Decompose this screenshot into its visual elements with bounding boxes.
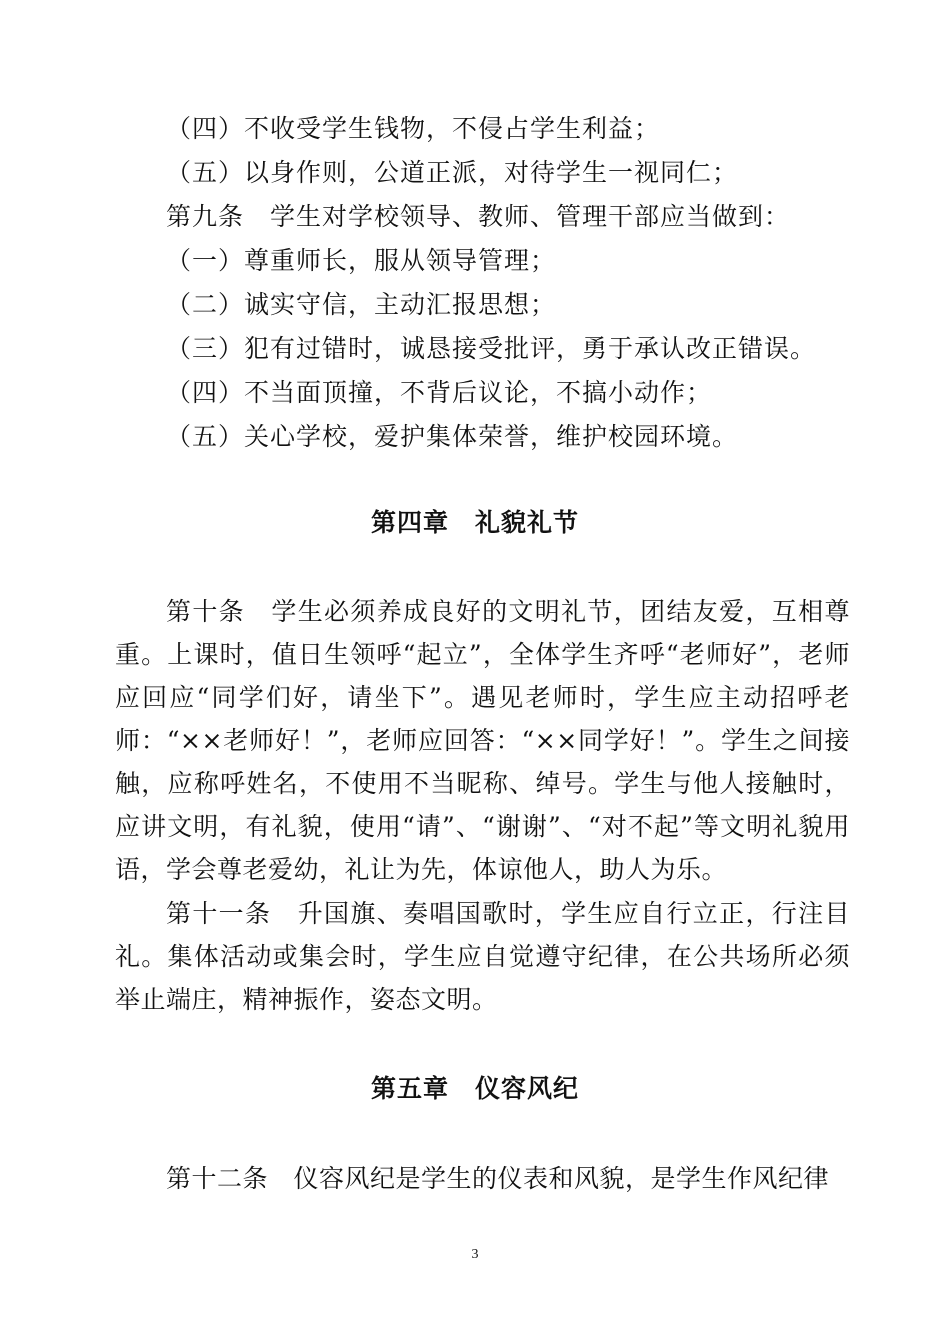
- page-number: 3: [471, 1247, 479, 1262]
- chapter-4-title: 第四章 礼貌礼节: [370, 508, 579, 537]
- clause-five-student: （五）关心学校，爱护集体荣誉，维护校园环境。: [166, 422, 739, 451]
- clause-four-teacher: （四）不收受学生钱物，不侵占学生利益；: [166, 114, 661, 143]
- article-9-heading: 第九条 学生对学校领导、教师、管理干部应当做到：: [166, 202, 791, 231]
- clause-five-teacher: （五）以身作则，公道正派，对待学生一视同仁；: [166, 158, 739, 187]
- chapter-5-title: 第五章 仪容风纪: [370, 1074, 579, 1103]
- article-12-paragraph: 第十二条 仪容风纪是学生的仪表和风貌，是学生作风纪律: [166, 1164, 830, 1193]
- clause-one-student: （一）尊重师长，服从领导管理；: [166, 246, 557, 275]
- clause-three-student: （三）犯有过错时，诚恳接受批评，勇于承认改正错误。: [166, 334, 817, 363]
- article-11-paragraph: 第十一条 升国旗、奏唱国歌时，学生应自行立正，行注目礼。集体活动或集会时，学生应自觉遵守纪律，在公共场所必须举止端庄，精神振作，姿态文明。: [115, 899, 850, 1014]
- article-10-paragraph: 第十条 学生必须养成良好的文明礼节，团结友爱，互相尊重。上课时，值日生领呼“起立”，全体学生齐呼“老师好”，老师应回应“同学们好，请坐下”。遇见老师时，学生应主动招呼老师：“××老师好！”，老师应回答：“××同学好！”。学生之间接触，应称呼姓名，不使用不当昵称、绰号。学生与他人接触时，应讲文明，有礼貌，使用“请”、“谢谢”、“对不起”等文明礼貌用语，学会尊老爱幼，礼让为先，体谅他人，助人为乐。: [115, 597, 850, 884]
- clause-four-student: （四）不当面顶撞，不背后议论，不搞小动作；: [166, 378, 713, 407]
- clause-two-student: （二）诚实守信，主动汇报思想；: [166, 290, 557, 319]
